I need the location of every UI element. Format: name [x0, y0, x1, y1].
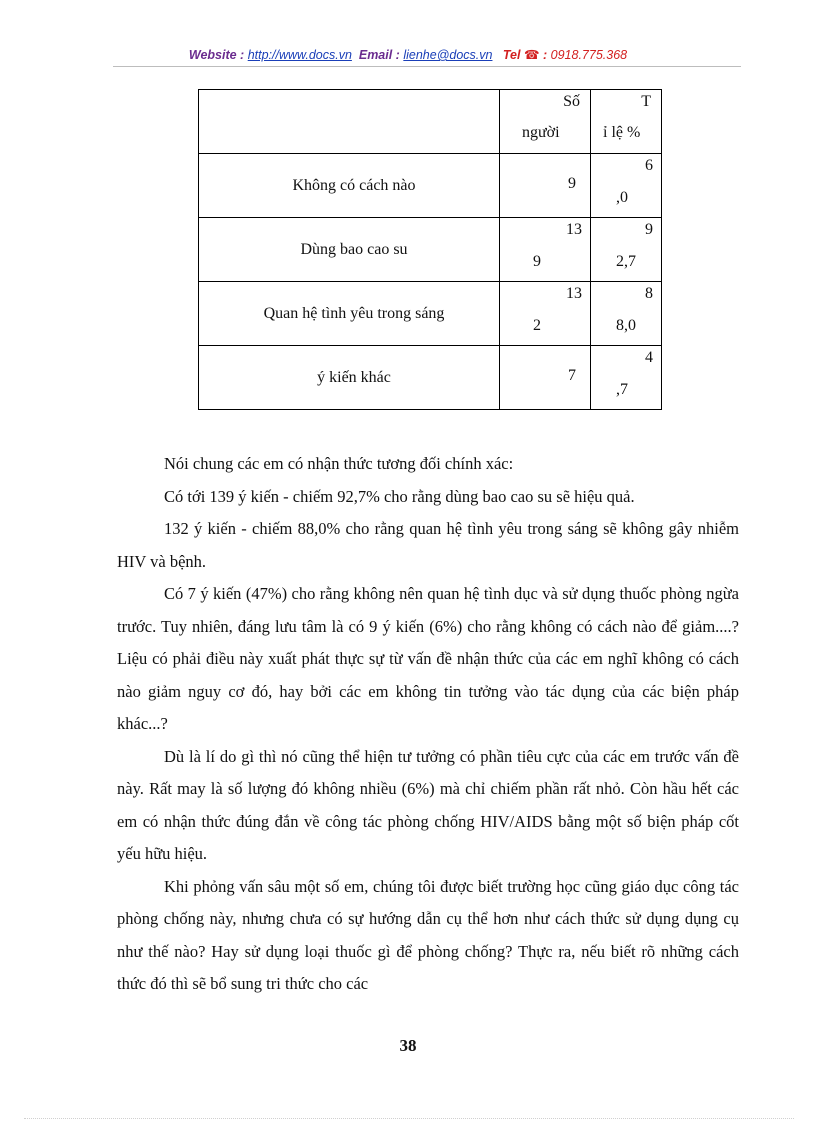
website-link[interactable]: http://www.docs.vn — [247, 48, 352, 62]
header-pct-bottom: ỉ lệ % — [603, 124, 641, 141]
row-pct-top: 9 — [645, 221, 653, 238]
row-count-bottom: 2 — [533, 317, 541, 334]
table-row — [199, 218, 662, 282]
email-label: Email : — [358, 48, 404, 62]
header-count-cell — [500, 90, 591, 154]
row-label: Quan hệ tình yêu trong sáng — [263, 304, 445, 322]
website-label: Website : — [188, 48, 248, 62]
paragraph: Nói chung các em có nhận thức tương đối chính xác: — [164, 454, 514, 473]
row-pct-top: 4 — [645, 349, 653, 366]
phone-number: 0918.775.368 — [550, 48, 628, 62]
header-pct-cell — [591, 90, 662, 154]
row-pct-bottom: 8,0 — [616, 317, 636, 334]
header-pct-top: T — [641, 93, 651, 110]
paragraph: Dù là lí do gì thì nó cũng thể hiện tư tưởng có phần tiêu cực của các em trước vấn đề này. Rất may là số lượng đó không nhiều (6%) mà chỉ chiếm phần rất nhỏ. Còn hầu hết các em có nhận thức đúng đắn về công tác phòng chống HIV/AIDS bằng một số biện pháp cốt yếu hữu hiệu. — [117, 746, 739, 863]
email-link[interactable]: lienhe@docs.vn — [403, 48, 493, 62]
row-pct-bottom: ,7 — [616, 381, 628, 398]
header-empty-cell — [199, 90, 500, 154]
row-pct-top: 6 — [645, 157, 653, 174]
paragraph: 132 ý kiến - chiếm 88,0% cho rằng quan hệ tình yêu trong sáng sẽ không gây nhiễm HIV và bệnh. — [117, 519, 739, 571]
table-row — [199, 346, 662, 410]
row-label: ý kiến khác — [317, 368, 391, 386]
paragraph: Có tới 139 ý kiến - chiếm 92,7% cho rằng dùng bao cao su sẽ hiệu quả. — [164, 486, 635, 506]
tel-label: Tel ☎ : — [502, 48, 551, 62]
row-pct-bottom: 2,7 — [616, 253, 636, 270]
paragraph: Có 7 ý kiến (47%) cho rằng không nên quan hệ tình dục và sử dụng thuốc phòng ngừa trước. Tuy nhiên, đáng lưu tâm là có 9 ý kiến (6%) cho rằng không có cách nào để giảm....? Liệu có phải điều này xuất phát thực sự từ vấn đề nhận thức của các em nghĩ không có cách nào giảm nguy cơ đó, hay bởi các em không tin tưởng vào tác dụng của các biện pháp khác...? — [117, 584, 739, 733]
row-count-top: 13 — [566, 285, 582, 302]
body-text — [117, 448, 739, 1001]
row-count: 9 — [568, 175, 576, 192]
row-count: 7 — [568, 367, 576, 384]
page-header — [0, 47, 816, 62]
row-count-top: 13 — [566, 221, 582, 238]
row-label: Dùng bao cao su — [300, 240, 408, 258]
row-count-bottom: 9 — [533, 253, 541, 270]
table-row — [199, 282, 662, 346]
table-row — [199, 154, 662, 218]
header-divider — [113, 66, 741, 67]
survey-table — [198, 89, 662, 410]
header-count-bottom: người — [522, 124, 560, 141]
header-count-top: Số — [563, 93, 580, 110]
footer-divider — [24, 1118, 794, 1119]
row-label: Không có cách nào — [292, 176, 416, 194]
row-pct-top: 8 — [645, 285, 653, 302]
table-header-row — [199, 90, 662, 154]
paragraph: Khi phỏng vấn sâu một số em, chúng tôi được biết trường học cũng giáo dục công tác phòng chống này, nhưng chưa có sự hướng dẫn cụ thể hơn như cách thức sử dụng dụng cụ như thế nào? Hay sử dụng loại thuốc gì để phòng chống? Thực ra, nếu biết rõ những cách thức đó thì sẽ bổ sung tri thức cho các — [117, 876, 739, 993]
page-number: 38 — [399, 1036, 417, 1055]
row-pct-bottom: ,0 — [616, 189, 628, 206]
